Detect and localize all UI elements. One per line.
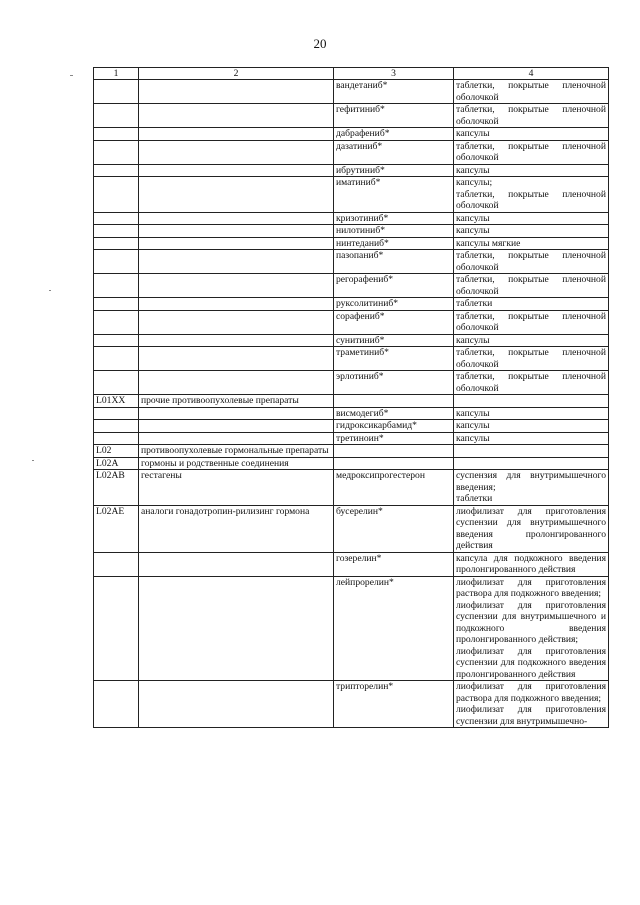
drug-name-cell bbox=[334, 395, 454, 408]
drug-name-cell: кризотиниб* bbox=[334, 212, 454, 225]
atc-code-cell: L01XX bbox=[94, 395, 139, 408]
group-name-cell bbox=[139, 576, 334, 681]
atc-code-cell bbox=[94, 407, 139, 420]
drug-name-cell: регорафениб* bbox=[334, 274, 454, 298]
scan-mark bbox=[32, 460, 34, 461]
dosage-form-cell bbox=[454, 457, 609, 470]
drug-name-cell: бусерелин* bbox=[334, 505, 454, 552]
drug-name-cell: медроксипрогестерон bbox=[334, 470, 454, 506]
dosage-form-cell: таблетки, покрытые пленочной оболочкой bbox=[454, 371, 609, 395]
group-name-cell: гестагены bbox=[139, 470, 334, 506]
group-name-cell bbox=[139, 164, 334, 177]
group-name-cell bbox=[139, 128, 334, 141]
table-row bbox=[94, 274, 609, 298]
atc-code-cell: L02A bbox=[94, 457, 139, 470]
group-name-cell bbox=[139, 274, 334, 298]
table-row bbox=[94, 298, 609, 311]
atc-code-cell bbox=[94, 576, 139, 681]
table-row bbox=[94, 334, 609, 347]
atc-code-cell: L02AE bbox=[94, 505, 139, 552]
dosage-form-cell bbox=[454, 395, 609, 408]
group-name-cell bbox=[139, 80, 334, 104]
table-row bbox=[94, 164, 609, 177]
table-row bbox=[94, 407, 609, 420]
dosage-form-cell: таблетки, покрытые пленочной оболочкой bbox=[454, 250, 609, 274]
dosage-form-cell: лиофилизат для приготовления суспензии для внутримышечного введения пролонгированного действия bbox=[454, 505, 609, 552]
table-row bbox=[94, 457, 609, 470]
drug-name-cell: дабрафениб* bbox=[334, 128, 454, 141]
table-row bbox=[94, 371, 609, 395]
table-body bbox=[94, 80, 609, 728]
drug-name-cell: траметиниб* bbox=[334, 347, 454, 371]
drug-name-cell: висмодегиб* bbox=[334, 407, 454, 420]
dosage-form-cell bbox=[454, 445, 609, 458]
drug-name-cell: эрлотиниб* bbox=[334, 371, 454, 395]
dosage-form-cell: таблетки bbox=[454, 298, 609, 311]
dosage-form-cell: капсулы bbox=[454, 420, 609, 433]
group-name-cell bbox=[139, 371, 334, 395]
drug-table bbox=[93, 67, 609, 728]
table-row bbox=[94, 576, 609, 681]
drug-name-cell: третиноин* bbox=[334, 432, 454, 445]
atc-code-cell bbox=[94, 104, 139, 128]
drug-name-cell: ибрутиниб* bbox=[334, 164, 454, 177]
atc-code-cell bbox=[94, 250, 139, 274]
table-row bbox=[94, 681, 609, 728]
dosage-form-cell: капсулы bbox=[454, 225, 609, 238]
atc-code-cell bbox=[94, 432, 139, 445]
atc-code-cell bbox=[94, 80, 139, 104]
drug-name-cell: иматиниб* bbox=[334, 177, 454, 213]
atc-code-cell bbox=[94, 681, 139, 728]
group-name-cell: гормоны и родственные соединения bbox=[139, 457, 334, 470]
table-row bbox=[94, 445, 609, 458]
dosage-form-cell: капсулы мягкие bbox=[454, 237, 609, 250]
dosage-form-cell: капсулы; таблетки, покрытые пленочной оболочкой bbox=[454, 177, 609, 213]
group-name-cell bbox=[139, 420, 334, 433]
atc-code-cell bbox=[94, 274, 139, 298]
drug-name-cell: вандетаниб* bbox=[334, 80, 454, 104]
page-number: 20 bbox=[313, 36, 327, 51]
scan-mark bbox=[49, 290, 51, 291]
atc-code-cell bbox=[94, 164, 139, 177]
header-cell-1: 1 bbox=[94, 68, 139, 80]
atc-code-cell bbox=[94, 225, 139, 238]
table-row bbox=[94, 128, 609, 141]
table-row bbox=[94, 432, 609, 445]
atc-code-cell bbox=[94, 237, 139, 250]
group-name-cell bbox=[139, 552, 334, 576]
drug-name-cell: руксолитиниб* bbox=[334, 298, 454, 311]
table-row bbox=[94, 470, 609, 506]
dosage-form-cell: капсулы bbox=[454, 128, 609, 141]
atc-code-cell bbox=[94, 371, 139, 395]
group-name-cell bbox=[139, 347, 334, 371]
atc-code-cell bbox=[94, 177, 139, 213]
atc-code-cell bbox=[94, 128, 139, 141]
header-cell-3: 3 bbox=[334, 68, 454, 80]
dosage-form-cell: таблетки, покрытые пленочной оболочкой bbox=[454, 104, 609, 128]
atc-code-cell bbox=[94, 212, 139, 225]
dosage-form-cell: капсулы bbox=[454, 164, 609, 177]
group-name-cell bbox=[139, 250, 334, 274]
table-row bbox=[94, 177, 609, 213]
table-row bbox=[94, 80, 609, 104]
dosage-form-cell: таблетки, покрытые пленочной оболочкой bbox=[454, 274, 609, 298]
table-row bbox=[94, 420, 609, 433]
group-name-cell bbox=[139, 104, 334, 128]
header-cell-2: 2 bbox=[139, 68, 334, 80]
table-row bbox=[94, 310, 609, 334]
atc-code-cell bbox=[94, 334, 139, 347]
table-row bbox=[94, 250, 609, 274]
drug-name-cell: гефитиниб* bbox=[334, 104, 454, 128]
group-name-cell bbox=[139, 432, 334, 445]
scan-mark bbox=[70, 75, 73, 76]
drug-name-cell: дазатиниб* bbox=[334, 140, 454, 164]
dosage-form-cell: суспензия для внутримышечного введения; таблетки bbox=[454, 470, 609, 506]
drug-name-cell: нилотиниб* bbox=[334, 225, 454, 238]
atc-code-cell bbox=[94, 310, 139, 334]
atc-code-cell: L02 bbox=[94, 445, 139, 458]
dosage-form-cell: лиофилизат для приготовления раствора для подкожного введения; лиофилизат для приготовления суспензии для внутримышечно- bbox=[454, 681, 609, 728]
group-name-cell: противоопухолевые гормональные препараты bbox=[139, 445, 334, 458]
drug-name-cell: нинтеданиб* bbox=[334, 237, 454, 250]
drug-name-cell bbox=[334, 445, 454, 458]
atc-code-cell bbox=[94, 552, 139, 576]
table-row bbox=[94, 347, 609, 371]
dosage-form-cell: капсулы bbox=[454, 334, 609, 347]
drug-name-cell: лейпрорелин* bbox=[334, 576, 454, 681]
atc-code-cell bbox=[94, 420, 139, 433]
dosage-form-cell: таблетки, покрытые пленочной оболочкой bbox=[454, 310, 609, 334]
drug-name-cell: сунитиниб* bbox=[334, 334, 454, 347]
drug-name-cell bbox=[334, 457, 454, 470]
dosage-form-cell: лиофилизат для приготовления раствора для подкожного введения; лиофилизат для приготовления суспензии для внутримышечного и подкожного введения пролонгированного действия; лиофилизат для приготовления суспензии для подкожного введения пролонгированного действия bbox=[454, 576, 609, 681]
group-name-cell bbox=[139, 298, 334, 311]
dosage-form-cell: капсула для подкожного введения пролонгированного действия bbox=[454, 552, 609, 576]
group-name-cell bbox=[139, 225, 334, 238]
group-name-cell bbox=[139, 140, 334, 164]
dosage-form-cell: таблетки, покрытые пленочной оболочкой bbox=[454, 80, 609, 104]
group-name-cell bbox=[139, 310, 334, 334]
group-name-cell: аналоги гонадотропин-рилизинг гормона bbox=[139, 505, 334, 552]
dosage-form-cell: капсулы bbox=[454, 212, 609, 225]
table-row bbox=[94, 237, 609, 250]
header-cell-4: 4 bbox=[454, 68, 609, 80]
atc-code-cell bbox=[94, 347, 139, 371]
atc-code-cell bbox=[94, 298, 139, 311]
group-name-cell bbox=[139, 407, 334, 420]
header-row bbox=[94, 68, 609, 80]
dosage-form-cell: таблетки, покрытые пленочной оболочкой bbox=[454, 347, 609, 371]
atc-code-cell bbox=[94, 140, 139, 164]
drug-name-cell: гидроксикарбамид* bbox=[334, 420, 454, 433]
dosage-form-cell: капсулы bbox=[454, 432, 609, 445]
group-name-cell bbox=[139, 177, 334, 213]
group-name-cell: прочие противоопухолевые препараты bbox=[139, 395, 334, 408]
group-name-cell bbox=[139, 334, 334, 347]
group-name-cell bbox=[139, 212, 334, 225]
table-row bbox=[94, 104, 609, 128]
drug-name-cell: гозерелин* bbox=[334, 552, 454, 576]
table-row bbox=[94, 395, 609, 408]
group-name-cell bbox=[139, 681, 334, 728]
drug-name-cell: сорафениб* bbox=[334, 310, 454, 334]
drug-name-cell: пазопаниб* bbox=[334, 250, 454, 274]
table-row bbox=[94, 212, 609, 225]
table-row bbox=[94, 552, 609, 576]
dosage-form-cell: таблетки, покрытые пленочной оболочкой bbox=[454, 140, 609, 164]
dosage-form-cell: капсулы bbox=[454, 407, 609, 420]
table-row bbox=[94, 505, 609, 552]
table-row bbox=[94, 140, 609, 164]
table-row bbox=[94, 225, 609, 238]
group-name-cell bbox=[139, 237, 334, 250]
drug-name-cell: трипторелин* bbox=[334, 681, 454, 728]
atc-code-cell: L02AB bbox=[94, 470, 139, 506]
